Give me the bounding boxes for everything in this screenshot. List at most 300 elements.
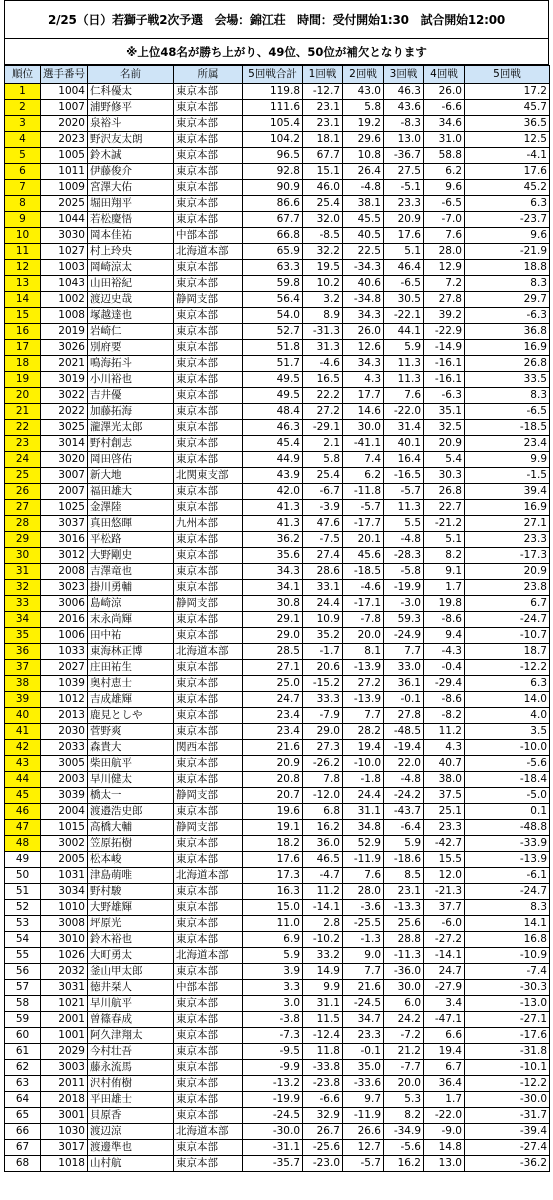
col-rank: 順位 — [5, 66, 41, 84]
name-cell: 曽篠春成 — [88, 1012, 174, 1028]
player-number-cell: 1015 — [41, 820, 88, 836]
table-row — [5, 292, 550, 308]
rank-cell: 12 — [5, 260, 41, 276]
branch-cell: 東京本部 — [174, 1140, 243, 1156]
round-3-cell: -19.9 — [384, 580, 424, 596]
round-1-cell: 10.9 — [303, 612, 343, 628]
total-cell: -19.9 — [243, 1092, 303, 1108]
round-3-cell: -0.1 — [384, 692, 424, 708]
round-3-cell: -4.8 — [384, 772, 424, 788]
total-cell: 63.3 — [243, 260, 303, 276]
round-2-cell: 29.6 — [343, 132, 384, 148]
round-2-cell: -17.1 — [343, 596, 384, 612]
total-cell: 111.6 — [243, 100, 303, 116]
table-row — [5, 772, 550, 788]
round-4-cell: 23.3 — [424, 820, 465, 836]
player-number-cell: 3037 — [41, 516, 88, 532]
round-2-cell: 20.1 — [343, 532, 384, 548]
player-number-cell: 1009 — [41, 180, 88, 196]
round-4-cell: 3.4 — [424, 996, 465, 1012]
round-2-cell: -18.5 — [343, 564, 384, 580]
round-2-cell: -11.9 — [343, 1108, 384, 1124]
round-1-cell: 32.2 — [303, 244, 343, 260]
round-3-cell: 23.3 — [384, 196, 424, 212]
round-3-cell: -5.7 — [384, 484, 424, 500]
player-number-cell: 2018 — [41, 1092, 88, 1108]
round-1-cell: 25.4 — [303, 196, 343, 212]
name-cell: 橋太一 — [88, 788, 174, 804]
branch-cell: 東京本部 — [174, 900, 243, 916]
round-5-cell: 17.2 — [465, 84, 550, 100]
name-cell: 塚越達也 — [88, 308, 174, 324]
round-4-cell: 28.0 — [424, 244, 465, 260]
col-round-1: 1回戦 — [303, 66, 343, 84]
round-4-cell: -16.1 — [424, 372, 465, 388]
round-3-cell: -24.9 — [384, 628, 424, 644]
table-row — [5, 420, 550, 436]
round-2-cell: 24.4 — [343, 788, 384, 804]
round-2-cell: 26.4 — [343, 164, 384, 180]
round-2-cell: -11.8 — [343, 484, 384, 500]
round-5-cell: -48.8 — [465, 820, 550, 836]
round-2-cell: -13.9 — [343, 692, 384, 708]
round-2-cell: 7.7 — [343, 964, 384, 980]
name-cell: 吉井優 — [88, 388, 174, 404]
rank-cell: 22 — [5, 420, 41, 436]
table-row — [5, 868, 550, 884]
name-cell: 東海林正博 — [88, 644, 174, 660]
round-2-cell: 30.0 — [343, 420, 384, 436]
rank-cell: 6 — [5, 164, 41, 180]
round-1-cell: 32.9 — [303, 1108, 343, 1124]
branch-cell: 関西本部 — [174, 740, 243, 756]
player-number-cell: 3014 — [41, 436, 88, 452]
round-2-cell: 34.8 — [343, 820, 384, 836]
round-5-cell: 16.9 — [465, 340, 550, 356]
round-4-cell: 40.7 — [424, 756, 465, 772]
round-1-cell: -7.5 — [303, 532, 343, 548]
round-5-cell: 36.8 — [465, 324, 550, 340]
round-2-cell: 52.9 — [343, 836, 384, 852]
table-row — [5, 916, 550, 932]
rank-cell: 64 — [5, 1092, 41, 1108]
round-4-cell: -6.5 — [424, 196, 465, 212]
branch-cell: 東京本部 — [174, 404, 243, 420]
rank-cell: 10 — [5, 228, 41, 244]
col-branch: 所属 — [174, 66, 243, 84]
total-cell: -3.8 — [243, 1012, 303, 1028]
total-cell: 29.0 — [243, 628, 303, 644]
branch-cell: 東京本部 — [174, 1092, 243, 1108]
branch-cell: 東京本部 — [174, 436, 243, 452]
round-3-cell: 17.6 — [384, 228, 424, 244]
round-1-cell: 35.2 — [303, 628, 343, 644]
name-cell: 鳴海拓斗 — [88, 356, 174, 372]
name-cell: 奥村恵士 — [88, 676, 174, 692]
branch-cell: 東京本部 — [174, 180, 243, 196]
name-cell: 吉成雄輝 — [88, 692, 174, 708]
round-4-cell: 38.0 — [424, 772, 465, 788]
round-4-cell: 11.2 — [424, 724, 465, 740]
player-number-cell: 2022 — [41, 404, 88, 420]
round-5-cell: -31.7 — [465, 1108, 550, 1124]
round-5-cell: 23.4 — [465, 436, 550, 452]
branch-cell: 北関東支部 — [174, 468, 243, 484]
total-cell: 24.7 — [243, 692, 303, 708]
round-1-cell: 31.3 — [303, 340, 343, 356]
player-number-cell: 1025 — [41, 500, 88, 516]
name-cell: 渡邊準也 — [88, 1140, 174, 1156]
round-3-cell: 44.1 — [384, 324, 424, 340]
branch-cell: 東京本部 — [174, 260, 243, 276]
total-cell: 18.2 — [243, 836, 303, 852]
round-3-cell: -34.9 — [384, 1124, 424, 1140]
name-cell: 柴田航平 — [88, 756, 174, 772]
round-1-cell: 28.6 — [303, 564, 343, 580]
round-4-cell: -21.3 — [424, 884, 465, 900]
round-5-cell: -36.2 — [465, 1156, 550, 1172]
round-1-cell: 33.2 — [303, 948, 343, 964]
total-cell: 20.9 — [243, 756, 303, 772]
round-4-cell: 27.8 — [424, 292, 465, 308]
rank-cell: 43 — [5, 756, 41, 772]
round-1-cell: -6.7 — [303, 484, 343, 500]
round-5-cell: -5.0 — [465, 788, 550, 804]
round-5-cell: -18.4 — [465, 772, 550, 788]
table-row — [5, 84, 550, 100]
branch-cell: 東京本部 — [174, 324, 243, 340]
branch-cell: 東京本部 — [174, 772, 243, 788]
rank-cell: 11 — [5, 244, 41, 260]
branch-cell: 北海道本部 — [174, 644, 243, 660]
player-number-cell: 3025 — [41, 420, 88, 436]
round-2-cell: 21.6 — [343, 980, 384, 996]
player-number-cell: 1001 — [41, 1028, 88, 1044]
round-2-cell: -3.6 — [343, 900, 384, 916]
player-number-cell: 3020 — [41, 452, 88, 468]
round-4-cell: 4.3 — [424, 740, 465, 756]
round-3-cell: 36.1 — [384, 676, 424, 692]
player-number-cell: 3012 — [41, 548, 88, 564]
rank-cell: 59 — [5, 1012, 41, 1028]
results-body — [5, 84, 550, 1172]
branch-cell: 静岡支部 — [174, 596, 243, 612]
rank-cell: 4 — [5, 132, 41, 148]
round-2-cell: 19.4 — [343, 740, 384, 756]
round-5-cell: 8.3 — [465, 388, 550, 404]
round-3-cell: -5.8 — [384, 564, 424, 580]
round-5-cell: 14.0 — [465, 692, 550, 708]
branch-cell: 東京本部 — [174, 532, 243, 548]
table-row — [5, 1124, 550, 1140]
rank-cell: 39 — [5, 692, 41, 708]
branch-cell: 東京本部 — [174, 1060, 243, 1076]
round-2-cell: 23.3 — [343, 1028, 384, 1044]
branch-cell: 東京本部 — [174, 1108, 243, 1124]
round-2-cell: -0.1 — [343, 1044, 384, 1060]
round-1-cell: 6.8 — [303, 804, 343, 820]
round-1-cell: 11.5 — [303, 1012, 343, 1028]
table-row — [5, 212, 550, 228]
branch-cell: 東京本部 — [174, 484, 243, 500]
col-round-2: 2回戦 — [343, 66, 384, 84]
rank-cell: 57 — [5, 980, 41, 996]
rank-cell: 5 — [5, 148, 41, 164]
rank-cell: 40 — [5, 708, 41, 724]
round-4-cell: 58.8 — [424, 148, 465, 164]
total-cell: 49.5 — [243, 372, 303, 388]
round-5-cell: -4.1 — [465, 148, 550, 164]
round-4-cell: 6.6 — [424, 1028, 465, 1044]
round-3-cell: -8.3 — [384, 116, 424, 132]
round-3-cell: -48.5 — [384, 724, 424, 740]
player-number-cell: 2004 — [41, 804, 88, 820]
round-4-cell: 36.4 — [424, 1076, 465, 1092]
round-3-cell: 11.3 — [384, 372, 424, 388]
round-3-cell: 22.0 — [384, 756, 424, 772]
player-number-cell: 2008 — [41, 564, 88, 580]
name-cell: 早川健太 — [88, 772, 174, 788]
table-row — [5, 500, 550, 516]
total-cell: 54.0 — [243, 308, 303, 324]
name-cell: 森貴大 — [88, 740, 174, 756]
col-player-number: 選手番号 — [41, 66, 88, 84]
round-4-cell: 6.7 — [424, 1060, 465, 1076]
name-cell: 大町勇太 — [88, 948, 174, 964]
rank-cell: 31 — [5, 564, 41, 580]
round-5-cell: -1.5 — [465, 468, 550, 484]
rank-cell: 34 — [5, 612, 41, 628]
player-number-cell: 2023 — [41, 132, 88, 148]
branch-cell: 北海道本部 — [174, 948, 243, 964]
round-5-cell: 29.7 — [465, 292, 550, 308]
branch-cell: 東京本部 — [174, 756, 243, 772]
branch-cell: 静岡支部 — [174, 292, 243, 308]
rank-cell: 21 — [5, 404, 41, 420]
round-5-cell: 9.9 — [465, 452, 550, 468]
round-1-cell: 29.0 — [303, 724, 343, 740]
total-cell: 11.0 — [243, 916, 303, 932]
round-1-cell: 11.8 — [303, 1044, 343, 1060]
round-5-cell: -13.9 — [465, 852, 550, 868]
round-2-cell: -13.9 — [343, 660, 384, 676]
table-row — [5, 596, 550, 612]
round-4-cell: 7.2 — [424, 276, 465, 292]
rank-cell: 7 — [5, 180, 41, 196]
player-number-cell: 1033 — [41, 644, 88, 660]
round-5-cell: 14.1 — [465, 916, 550, 932]
rank-cell: 67 — [5, 1140, 41, 1156]
table-row — [5, 692, 550, 708]
table-row — [5, 1140, 550, 1156]
round-2-cell: -10.0 — [343, 756, 384, 772]
round-2-cell: 8.1 — [343, 644, 384, 660]
total-cell: 49.5 — [243, 388, 303, 404]
round-1-cell: -33.8 — [303, 1060, 343, 1076]
round-4-cell: 5.1 — [424, 532, 465, 548]
player-number-cell: 2029 — [41, 1044, 88, 1060]
rank-cell: 49 — [5, 852, 41, 868]
round-3-cell: 28.8 — [384, 932, 424, 948]
round-2-cell: 26.0 — [343, 324, 384, 340]
name-cell: 今村壮吾 — [88, 1044, 174, 1060]
round-1-cell: -8.5 — [303, 228, 343, 244]
total-cell: 6.9 — [243, 932, 303, 948]
round-3-cell: 5.9 — [384, 836, 424, 852]
table-row — [5, 820, 550, 836]
round-2-cell: 5.8 — [343, 100, 384, 116]
round-1-cell: -25.6 — [303, 1140, 343, 1156]
round-5-cell: 39.4 — [465, 484, 550, 500]
rank-cell: 58 — [5, 996, 41, 1012]
name-cell: 堀田翔平 — [88, 196, 174, 212]
round-3-cell: -16.5 — [384, 468, 424, 484]
player-number-cell: 3031 — [41, 980, 88, 996]
round-1-cell: -6.6 — [303, 1092, 343, 1108]
branch-cell: 東京本部 — [174, 388, 243, 404]
name-cell: 岡本佳祐 — [88, 228, 174, 244]
table-row — [5, 196, 550, 212]
branch-cell: 九州本部 — [174, 516, 243, 532]
table-row — [5, 260, 550, 276]
player-number-cell: 1030 — [41, 1124, 88, 1140]
rank-cell: 19 — [5, 372, 41, 388]
rank-cell: 48 — [5, 836, 41, 852]
rank-cell: 36 — [5, 644, 41, 660]
round-4-cell: 39.2 — [424, 308, 465, 324]
round-3-cell: -6.4 — [384, 820, 424, 836]
round-5-cell: -13.0 — [465, 996, 550, 1012]
table-row — [5, 724, 550, 740]
branch-cell: 東京本部 — [174, 1028, 243, 1044]
round-2-cell: -1.8 — [343, 772, 384, 788]
total-cell: 67.7 — [243, 212, 303, 228]
branch-cell: 北海道本部 — [174, 1124, 243, 1140]
total-cell: 30.8 — [243, 596, 303, 612]
round-5-cell: -24.7 — [465, 884, 550, 900]
rank-cell: 27 — [5, 500, 41, 516]
rank-cell: 26 — [5, 484, 41, 500]
round-3-cell: 23.1 — [384, 884, 424, 900]
rank-cell: 68 — [5, 1156, 41, 1172]
table-row — [5, 1044, 550, 1060]
total-cell: 5.9 — [243, 948, 303, 964]
round-4-cell: 12.9 — [424, 260, 465, 276]
round-4-cell: 26.0 — [424, 84, 465, 100]
round-5-cell: 23.8 — [465, 580, 550, 596]
branch-cell: 東京本部 — [174, 932, 243, 948]
branch-cell: 東京本部 — [174, 580, 243, 596]
player-number-cell: 1011 — [41, 164, 88, 180]
name-cell: 真田悠暉 — [88, 516, 174, 532]
name-cell: 福田雄大 — [88, 484, 174, 500]
name-cell: 野村駿 — [88, 884, 174, 900]
player-number-cell: 2013 — [41, 708, 88, 724]
name-cell: 鈴木裕也 — [88, 932, 174, 948]
round-3-cell: -28.3 — [384, 548, 424, 564]
round-1-cell: -14.1 — [303, 900, 343, 916]
col-round-4: 4回戦 — [424, 66, 465, 84]
round-4-cell: -6.0 — [424, 916, 465, 932]
total-cell: 3.3 — [243, 980, 303, 996]
round-3-cell: 8.5 — [384, 868, 424, 884]
name-cell: 小川裕也 — [88, 372, 174, 388]
total-cell: 16.3 — [243, 884, 303, 900]
rank-cell: 35 — [5, 628, 41, 644]
round-1-cell: -26.2 — [303, 756, 343, 772]
rank-cell: 20 — [5, 388, 41, 404]
branch-cell: 東京本部 — [174, 148, 243, 164]
branch-cell: 東京本部 — [174, 196, 243, 212]
player-number-cell: 3019 — [41, 372, 88, 388]
round-3-cell: 25.6 — [384, 916, 424, 932]
name-cell: 津島萌唯 — [88, 868, 174, 884]
player-number-cell: 3006 — [41, 596, 88, 612]
round-2-cell: -5.7 — [343, 1156, 384, 1172]
qualification-note: ※上位48名が勝ち上がり、49位、50位が補欠となります — [4, 38, 549, 65]
round-3-cell: -36.7 — [384, 148, 424, 164]
total-cell: -9.5 — [243, 1044, 303, 1060]
total-cell: 15.0 — [243, 900, 303, 916]
table-row — [5, 1028, 550, 1044]
player-number-cell: 2032 — [41, 964, 88, 980]
player-number-cell: 2016 — [41, 612, 88, 628]
player-number-cell: 3017 — [41, 1140, 88, 1156]
round-2-cell: 35.0 — [343, 1060, 384, 1076]
round-4-cell: 24.7 — [424, 964, 465, 980]
round-2-cell: 12.7 — [343, 1140, 384, 1156]
round-2-cell: 7.6 — [343, 868, 384, 884]
table-row — [5, 804, 550, 820]
branch-cell: 東京本部 — [174, 1156, 243, 1172]
header-row — [5, 66, 550, 84]
round-1-cell: -23.8 — [303, 1076, 343, 1092]
total-cell: 20.7 — [243, 788, 303, 804]
total-cell: 3.9 — [243, 964, 303, 980]
name-cell: 岩崎仁 — [88, 324, 174, 340]
round-4-cell: -21.2 — [424, 516, 465, 532]
rank-cell: 66 — [5, 1124, 41, 1140]
round-2-cell: 34.7 — [343, 1012, 384, 1028]
table-row — [5, 1156, 550, 1172]
round-2-cell: 22.5 — [343, 244, 384, 260]
total-cell: 43.9 — [243, 468, 303, 484]
round-4-cell: 1.7 — [424, 580, 465, 596]
rank-cell: 2 — [5, 100, 41, 116]
round-5-cell: -6.3 — [465, 308, 550, 324]
round-5-cell: -23.7 — [465, 212, 550, 228]
branch-cell: 東京本部 — [174, 84, 243, 100]
round-2-cell: -4.8 — [343, 180, 384, 196]
round-4-cell: 19.4 — [424, 1044, 465, 1060]
round-2-cell: 14.6 — [343, 404, 384, 420]
total-cell: 44.9 — [243, 452, 303, 468]
round-2-cell: 7.4 — [343, 452, 384, 468]
total-cell: 3.0 — [243, 996, 303, 1012]
round-3-cell: 40.1 — [384, 436, 424, 452]
branch-cell: 東京本部 — [174, 804, 243, 820]
total-cell: 20.8 — [243, 772, 303, 788]
name-cell: 山村航 — [88, 1156, 174, 1172]
round-1-cell: 25.4 — [303, 468, 343, 484]
round-4-cell: 7.6 — [424, 228, 465, 244]
name-cell: 藤永流馬 — [88, 1060, 174, 1076]
table-row — [5, 372, 550, 388]
total-cell: 86.6 — [243, 196, 303, 212]
name-cell: 大野雄輝 — [88, 900, 174, 916]
table-row — [5, 676, 550, 692]
rank-cell: 41 — [5, 724, 41, 740]
